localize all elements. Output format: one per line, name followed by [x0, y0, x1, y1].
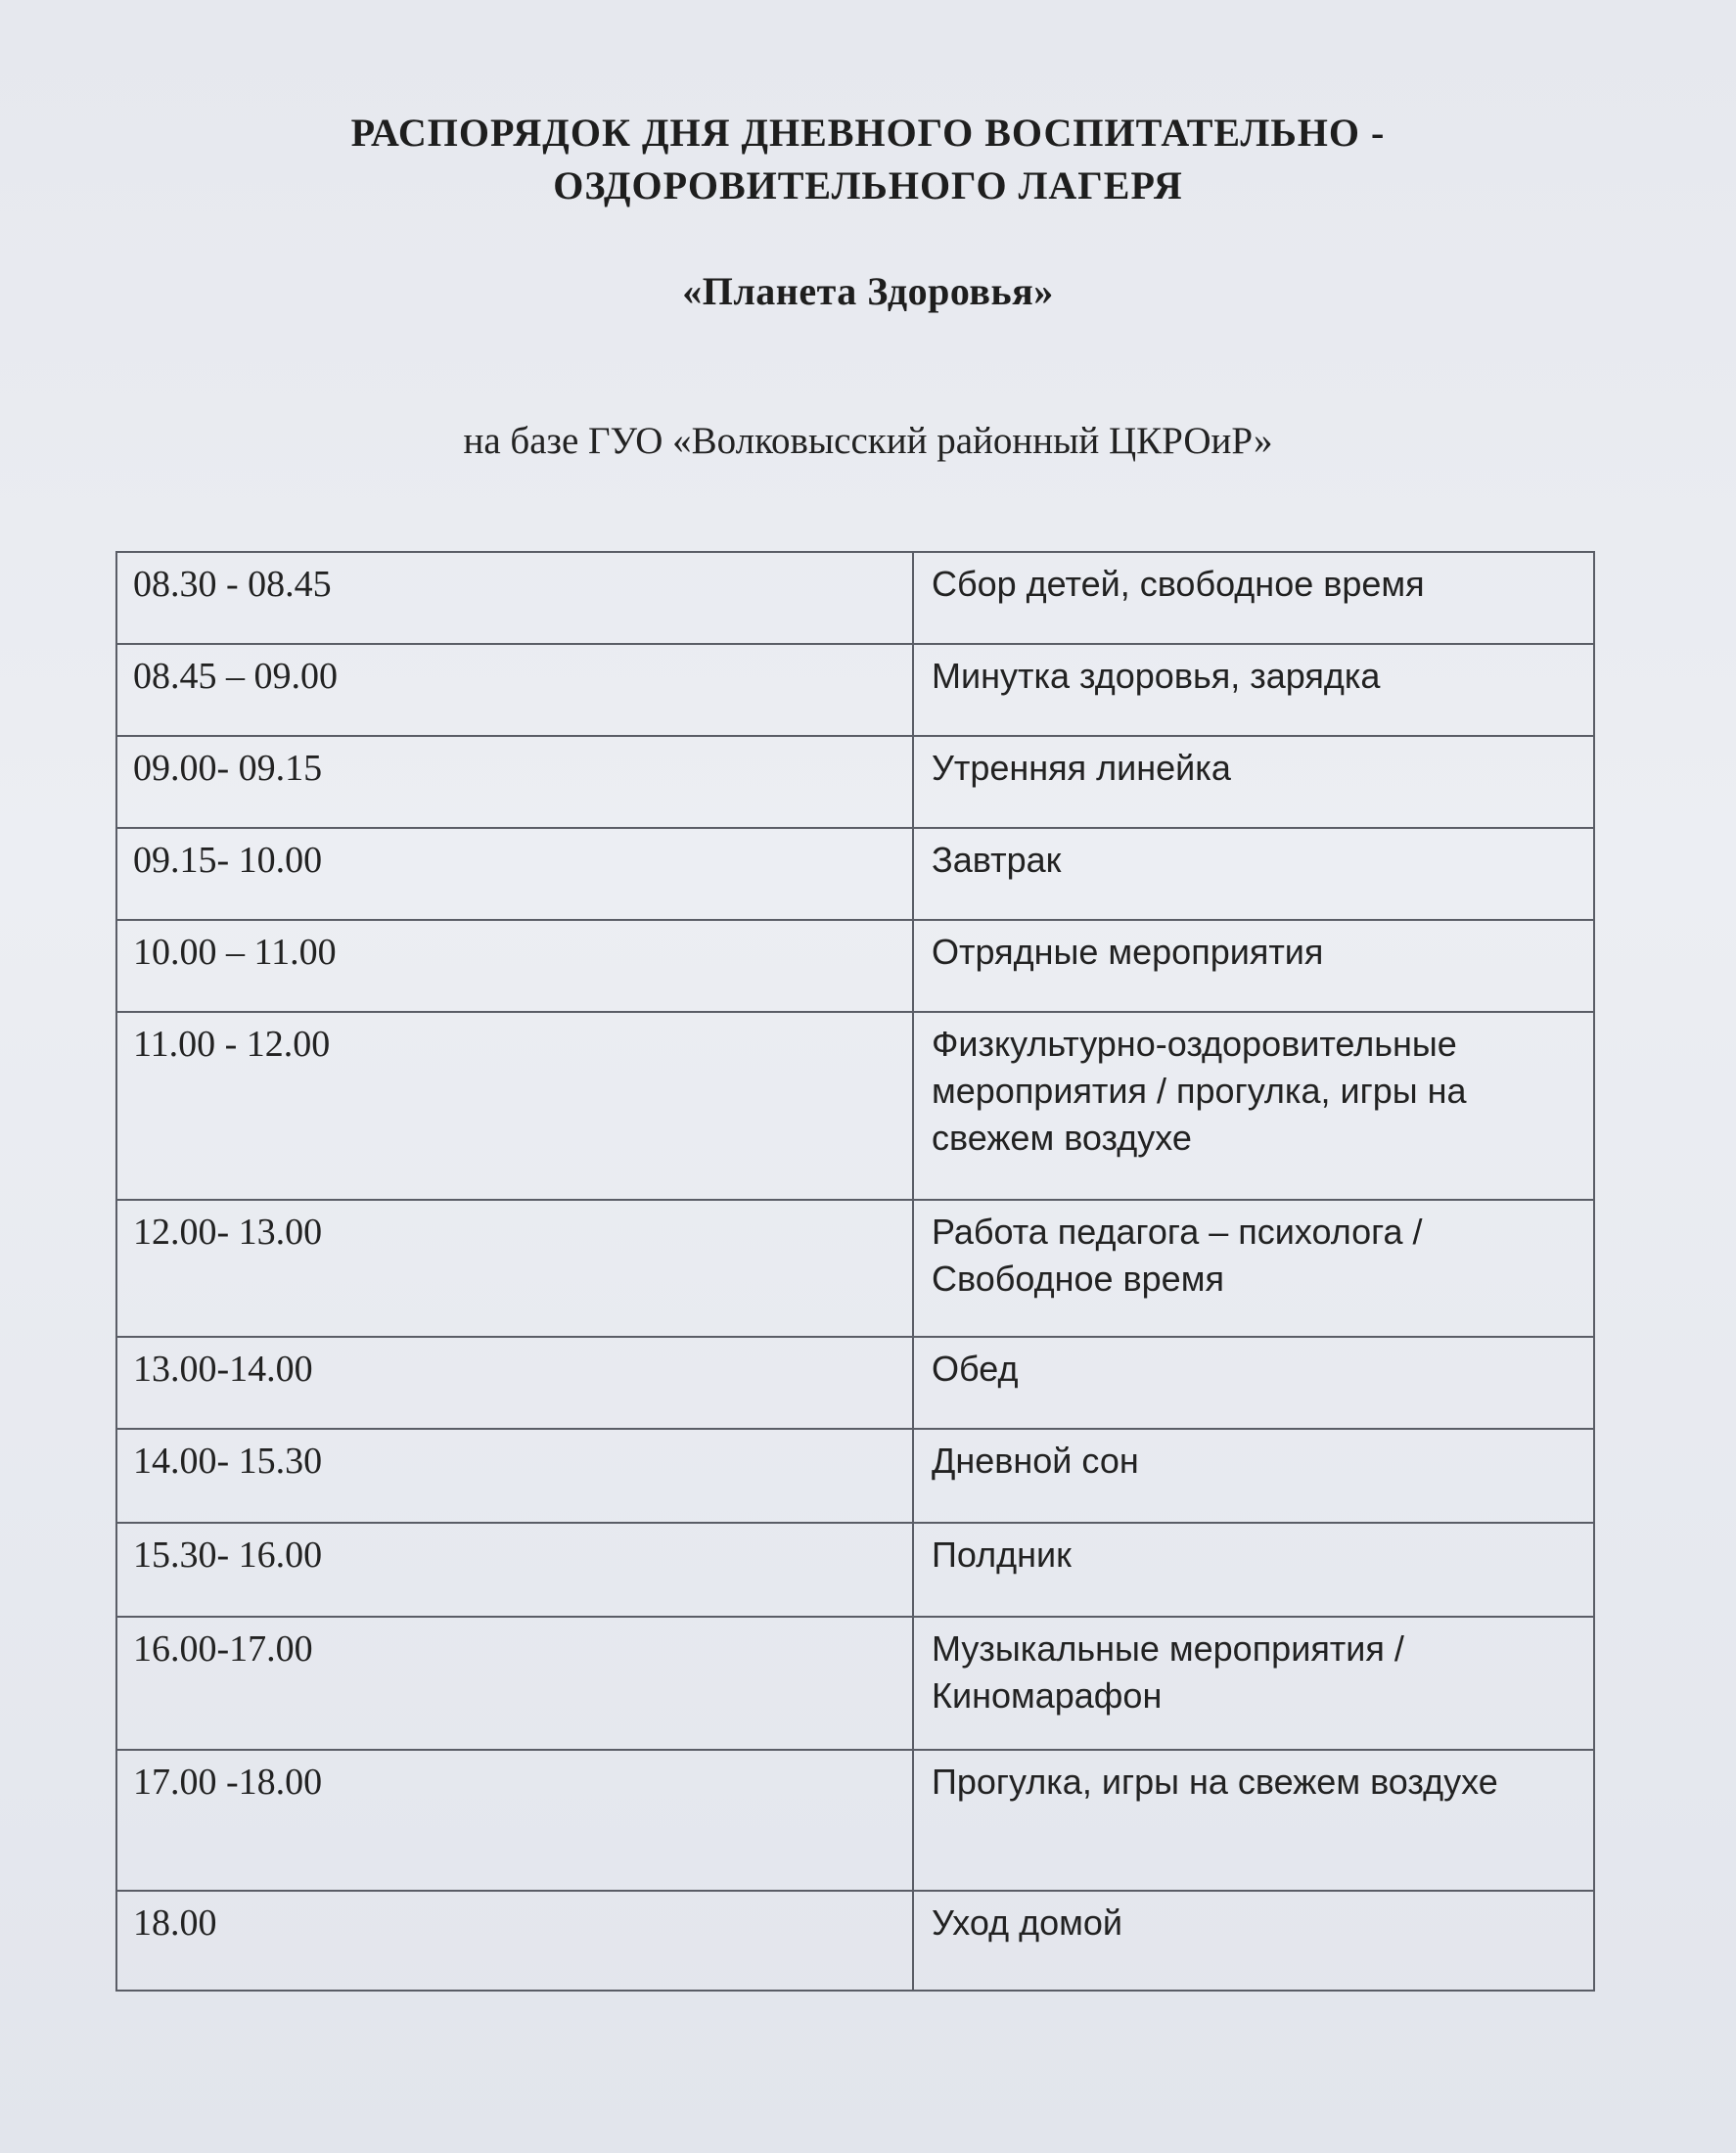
title-line-2: ОЗДОРОВИТЕЛЬНОГО ЛАГЕРЯ — [553, 163, 1183, 207]
activity-cell: Обед — [913, 1337, 1594, 1429]
activity-cell: Физкультурно-оздоровительные мероприятия / прогулка, игры на свежем воздухе — [913, 1012, 1594, 1200]
activity-cell: Полдник — [913, 1523, 1594, 1617]
table-row — [116, 1012, 1594, 1200]
table-row — [116, 1750, 1594, 1891]
table-row — [116, 920, 1594, 1012]
time-cell: 09.00- 09.15 — [116, 736, 913, 828]
activity-cell: Утренняя линейка — [913, 736, 1594, 828]
activity-cell: Работа педагога – психолога / Свободное время — [913, 1200, 1594, 1337]
table-row — [116, 828, 1594, 920]
title-line-1: РАСПОРЯДОК ДНЯ ДНЕВНОГО ВОСПИТАТЕЛЬНО - — [350, 111, 1386, 155]
time-cell: 16.00-17.00 — [116, 1617, 913, 1750]
table-row — [116, 1429, 1594, 1523]
table-row — [116, 1617, 1594, 1750]
activity-cell: Минутка здоровья, зарядка — [913, 644, 1594, 736]
location-subtitle: на базе ГУО «Волковысский районный ЦКРОиР» — [463, 420, 1273, 462]
table-row — [116, 552, 1594, 644]
activity-cell: Завтрак — [913, 828, 1594, 920]
time-cell: 08.30 - 08.45 — [116, 552, 913, 644]
table-row — [116, 644, 1594, 736]
time-cell: 10.00 – 11.00 — [116, 920, 913, 1012]
activity-cell: Уход домой — [913, 1891, 1594, 1991]
table-row — [116, 1891, 1594, 1991]
table-row — [116, 736, 1594, 828]
activity-cell: Дневной сон — [913, 1429, 1594, 1523]
table-row — [116, 1200, 1594, 1337]
table-row — [116, 1523, 1594, 1617]
schedule-table — [115, 551, 1595, 1992]
time-cell: 11.00 - 12.00 — [116, 1012, 913, 1200]
time-cell: 17.00 -18.00 — [116, 1750, 913, 1891]
time-cell: 09.15- 10.00 — [116, 828, 913, 920]
activity-cell: Прогулка, игры на свежем воздухе — [913, 1750, 1594, 1891]
time-cell: 08.45 – 09.00 — [116, 644, 913, 736]
activity-cell: Отрядные мероприятия — [913, 920, 1594, 1012]
time-cell: 15.30- 16.00 — [116, 1523, 913, 1617]
camp-name: «Планета Здоровья» — [682, 269, 1054, 313]
activity-cell: Музыкальные мероприятия / Киномарафон — [913, 1617, 1594, 1750]
table-row — [116, 1337, 1594, 1429]
time-cell: 12.00- 13.00 — [116, 1200, 913, 1337]
activity-cell: Сбор детей, свободное время — [913, 552, 1594, 644]
time-cell: 14.00- 15.30 — [116, 1429, 913, 1523]
time-cell: 18.00 — [116, 1891, 913, 1991]
time-cell: 13.00-14.00 — [116, 1337, 913, 1429]
